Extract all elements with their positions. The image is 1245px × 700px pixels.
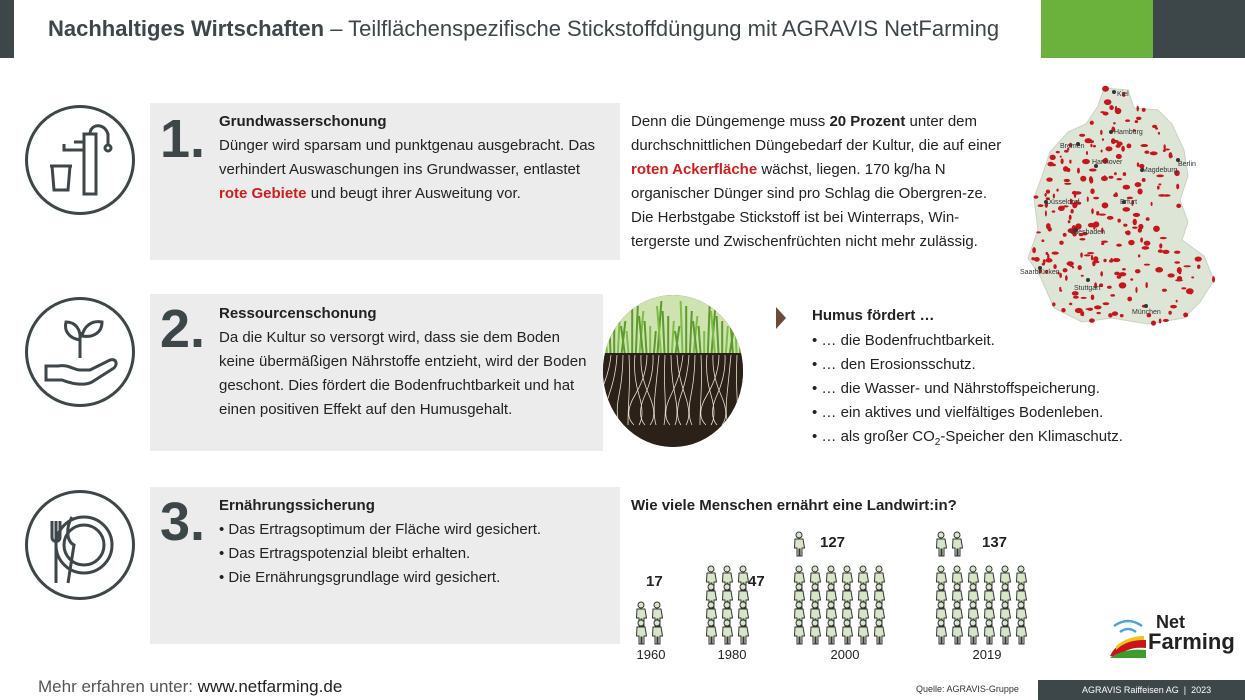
pictogram-chart [600,520,1040,670]
svg-text:Hamburg: Hamburg [1114,129,1143,136]
humus-heading: Humus fördert … [812,307,935,324]
footer-url-link[interactable]: www.netfarming.de [197,677,343,696]
person-figure-2000 [795,620,805,644]
person-figure-2000 [827,620,837,644]
header-accent-green [1041,0,1153,58]
person-figure-2019 [937,532,947,556]
person-figure-1980 [707,620,717,644]
source-label: Quelle: AGRAVIS-Gruppe [916,684,1019,694]
page-title: Nachhaltiges Wirtschaften – Teilflächenspezifische Stickstoffdüngung mit AGRAVIS NetFarming [48,16,1000,41]
humus-bullet-co2: • … als großer $CO_2$-Speicher den Klimaschutz. [812,428,1123,448]
section-3-heading: Ernährungssicherung [219,497,375,514]
humus-arrow-icon [776,307,786,329]
svg-text:Berlin: Berlin [1178,161,1196,168]
humus-bullet: • … die Wasser- und Nährstoffspeicherung. [812,380,1100,397]
year-label-2019: 2019 [972,647,1002,662]
info-text: Denn die Düngemenge muss 20 Prozent unter dem durchschnittlichen Düngebedarf der Kultur, die auf einer roten Ackerfläche wächst, liegen. 170 kg/ha N organischer Dünger sind pro Schlag die Obergren-ze. Die Herbstgabe Stickstoff ist bei Winterraps, Win-tergerste und Zwischenfrüchten nicht mehr zulässig. [631,113,1002,250]
section-1-text: Dünger wird sparsam und punktgenau ausgebracht. Das verhindert Auswaschungen ins Grundwasser, entlastet rote Gebiete und beugt ihrer Ausweitung vor. [219,137,596,202]
plate-cutlery-icon [25,490,135,600]
svg-text:Düsseldorf: Düsseldorf [1046,199,1080,206]
person-figure-2000 [843,620,853,644]
person-figure-2019 [937,620,947,644]
svg-text:Magdeburg: Magdeburg [1142,167,1178,174]
person-figure-2019 [1017,620,1027,644]
year-label-2000: 2000 [830,647,860,662]
person-figure-2019 [969,620,979,644]
person-figure-2019 [985,620,995,644]
person-figure-1960 [653,620,663,644]
hand-plant-icon [25,297,135,407]
svg-text:München: München [1132,309,1161,316]
footer-more-info: Mehr erfahren unter: www.netfarming.de [38,677,343,696]
svg-text:Bremen: Bremen [1060,143,1085,150]
value-label-1960: 17 [646,573,663,590]
person-figure-2000 [875,620,885,644]
section-2-text: Da die Kultur so versorgt wird, dass sie dem Boden keine übermäßigen Nährstoffe entzieht, wird der Boden geschont. Dies fördert die Bodenfruchtbarkeit und hat einen positiven Effekt auf den Humusgehalt. [219,329,587,418]
section-1-heading: Grundwasserschonung [219,113,387,130]
section-2-number: 2. [160,299,206,359]
person-figure-2000 [795,532,805,556]
svg-text:Wiesbaden: Wiesbaden [1070,229,1106,236]
person-figure-2000 [811,620,821,644]
section-2-heading: Ressourcenschonung [219,305,377,322]
person-figure-2019 [953,532,963,556]
header-bar-left [0,0,14,58]
section-3-bullet: • Das Ertragsoptimum der Fläche wird gesichert. [219,521,542,538]
person-figure-2000 [859,620,869,644]
person-figure-1980 [723,620,733,644]
year-label-1980: 1980 [717,647,747,662]
section-3-bullet: • Das Ertragspotenzial bleibt erhalten. [219,545,471,562]
svg-text:Hannover: Hannover [1092,159,1123,166]
person-figure-2019 [1001,620,1011,644]
section-1-number: 1. [160,109,206,169]
humus-bullet: • … ein aktives und vielfältiges Bodenleben. [812,404,1104,421]
germany-red-areas-map [1016,80,1234,332]
soil-photo [603,295,743,447]
water-pump-icon [25,105,135,215]
chart-title: Wie viele Menschen ernährt eine Landwirt:in? [631,497,957,514]
humus-bullet: • … die Bodenfruchtbarkeit. [812,332,995,349]
humus-bullet: • … den Erosionsschutz. [812,356,976,373]
header-bar-right [1153,0,1245,58]
value-label-2019: 137 [982,534,1008,551]
footer-company-bar: AGRAVIS Raiffeisen AG | 2023 [1038,680,1245,700]
person-figure-1960 [637,620,647,644]
year-label-1960: 1960 [636,647,666,662]
netfarming-logo: Net Farming [1108,612,1238,662]
svg-text:Stuttgart: Stuttgart [1074,285,1101,292]
svg-text:Erfurt: Erfurt [1120,199,1138,206]
value-label-1980: 47 [748,573,765,590]
person-figure-1980 [739,620,749,644]
section-3-number: 3. [160,492,206,552]
person-figure-2019 [953,620,963,644]
value-label-2000: 127 [820,534,846,551]
section-3-bullet: • Die Ernährungsgrundlage wird gesichert. [219,569,501,586]
svg-text:Kiel: Kiel [1117,91,1129,98]
svg-text:Saarbrücken: Saarbrücken [1020,269,1060,276]
